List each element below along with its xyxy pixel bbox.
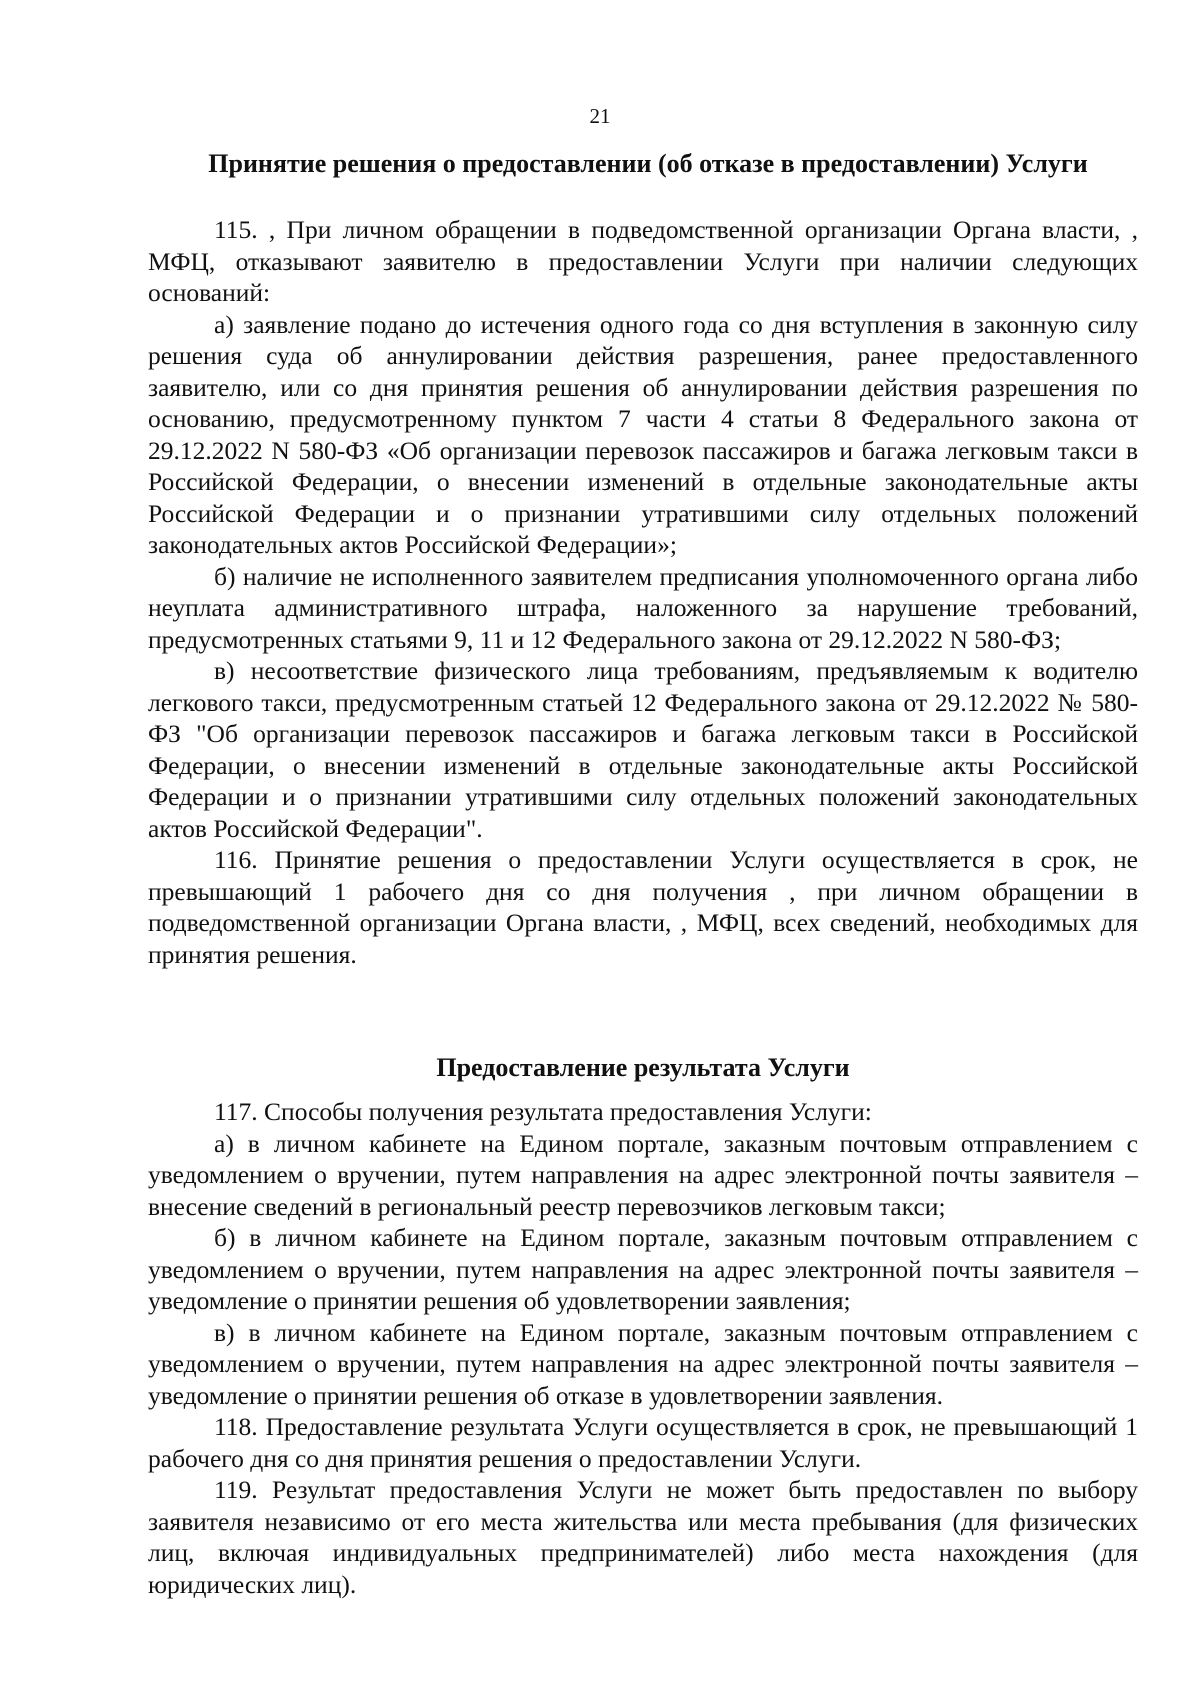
paragraph-116: 116. Принятие решения о предоставлении Услуги осуществляется в срок, не превышающий 1 рабочего дня со дня получения , при личном обращении в подведомственной организации Органа власти, , МФЦ, всех сведений, необходимых для принятия решения. [148,845,1138,969]
section-heading-result: Предоставление результата Услуги [436,1053,850,1082]
paragraph-115-a: а) заявление подано до истечения одного года со дня вступления в законную силу решения суда об аннулировании действия разрешения, ранее предоставленного заявителю, или со дня принятия решения об аннулировании действия разрешения по основанию, предусмотренному пунктом 7 части 4 статьи 8 Федерального закона от 29.12.2022 N 580-ФЗ «Об организации перевозок пассажиров и багажа легковым такси в Российской Федерации, о внесении изменений в отдельные законодательные акты Российской Федерации и о признании утратившими силу отдельных положений законодательных актов Российской Федерации»; [148,309,1138,559]
page-number: 21 [589,104,611,128]
paragraph-119: 119. Результат предоставления Услуги не может быть предоставлен по выбору заявителя независимо от его места жительства или места пребывания (для физических лиц, включая индивидуальных предпринимателей) либо места нахождения (для юридических лиц). [148,1475,1138,1599]
paragraph-117: 117. Способы получения результата предоставления Услуги: [214,1097,872,1126]
paragraph-115-b: б) наличие не исполненного заявителем предписания уполномоченного органа либо неуплата административного штрафа, наложенного за нарушение требований, предусмотренных статьями 9, 11 и 12 Федерального закона от 29.12.2022 N 580-ФЗ; [148,561,1138,654]
paragraph-115: 115. , При личном обращении в подведомственной организации Органа власти, , МФЦ, отказывают заявителю в предоставлении Услуги при наличии следующих оснований: [148,215,1138,307]
paragraph-117-a: а) в личном кабинете на Едином портале, заказным почтовым отправлением с уведомлением о вручении, путем направления на адрес электронной почты заявителя – внесение сведений в региональный реестр перевозчиков легковым такси; [148,1128,1138,1221]
paragraph-117-v: в) в личном кабинете на Едином портале, заказным почтовым отправлением с уведомлением о вручении, путем направления на адрес электронной почты заявителя – уведомление о принятии решения об отказе в удовлетворении заявления. [148,1317,1138,1410]
paragraph-118: 118. Предоставление результата Услуги осуществляется в срок, не превышающий 1 рабочего дня со дня принятия решения о предоставлении Услуги. [148,1412,1138,1473]
document-body [148,148,1138,1600]
paragraph-117-b: б) в личном кабинете на Едином портале, заказным почтовым отправлением с уведомлением о вручении, путем направления на адрес электронной почты заявителя – уведомление о принятии решения об удовлетворении заявления; [148,1223,1138,1315]
paragraph-115-v: в) несоответствие физического лица требованиям, предъявляемым к водителю легкового такси, предусмотренным статьей 12 Федерального закона от 29.12.2022 № 580-ФЗ "Об организации перевозок пассажиров и багажа легковым такси в Российской Федерации, о внесении изменений в отдельные законодательные акты Российской Федерации и о признании утратившими силу отдельных положений законодательных актов Российской Федерации". [148,656,1138,843]
section-heading-decision: Принятие решения о предоставлении (об отказе в предоставлении) Услуги [208,149,1088,178]
